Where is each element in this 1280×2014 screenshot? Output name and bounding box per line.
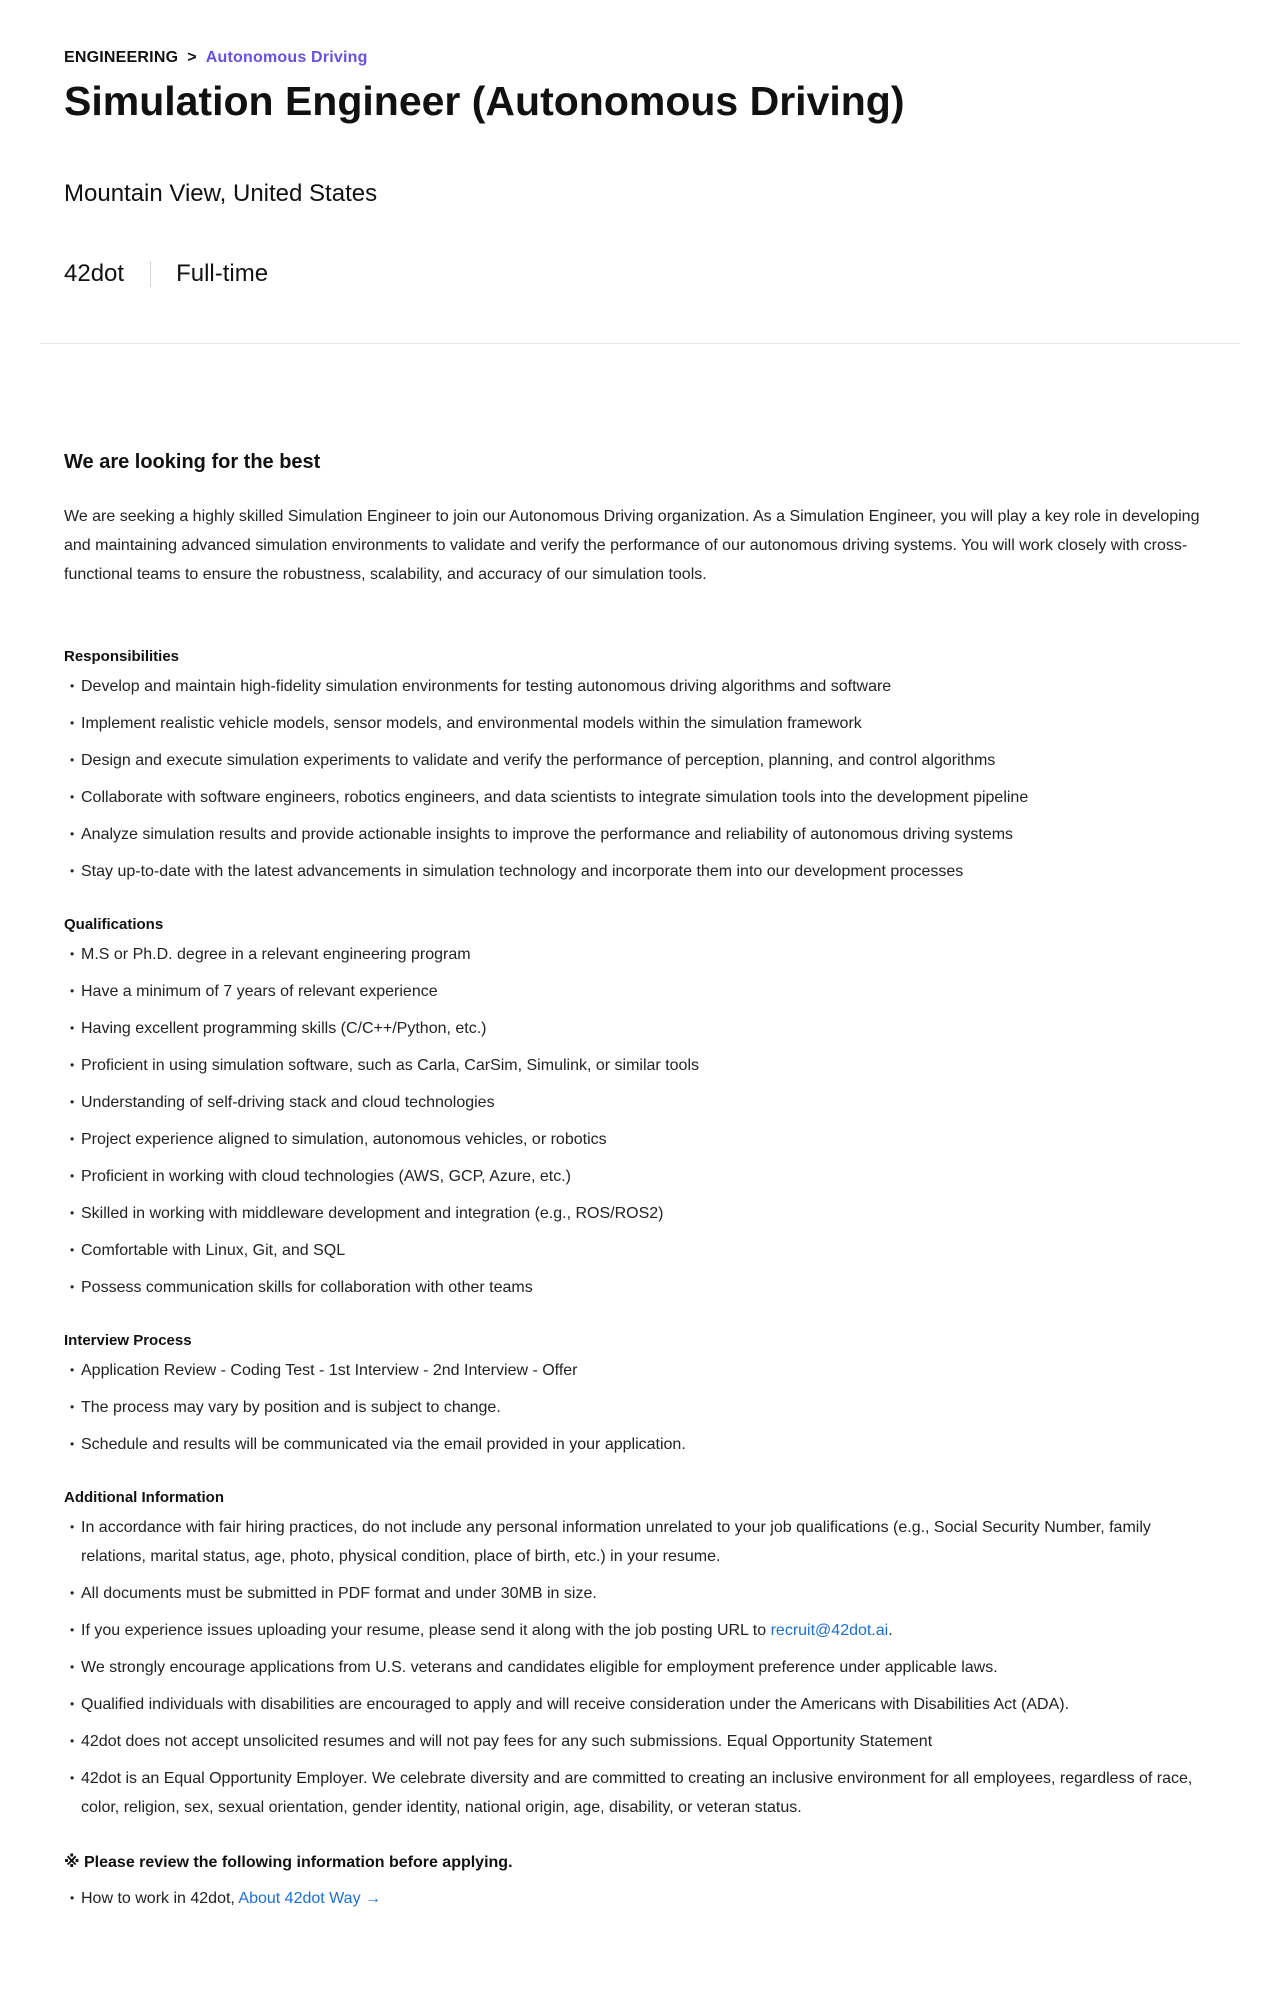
qualifications-section bbox=[64, 914, 1214, 1302]
list-item: • Have a minimum of 7 years of relevant experience bbox=[64, 977, 1214, 1006]
recruit-email-link[interactable]: recruit@42dot.ai bbox=[770, 1622, 889, 1639]
resume-issue-text: If you experience issues uploading your resume, please send it along with the job posting URL to bbox=[81, 1622, 771, 1639]
responsibilities-list bbox=[64, 672, 1214, 886]
resume-issue-suffix: . bbox=[888, 1622, 893, 1639]
list-item: • Possess communication skills for collaboration with other teams bbox=[64, 1273, 1214, 1302]
qualifications-heading: Qualifications bbox=[64, 916, 164, 933]
breadcrumb-root[interactable]: ENGINEERING bbox=[64, 49, 179, 66]
intro-heading: We are looking for the best bbox=[64, 451, 321, 473]
list-item: • Having excellent programming skills (C/C++/Python, etc.) bbox=[64, 1014, 1214, 1043]
list-item: • Collaborate with software engineers, robotics engineers, and data scientists to integrate simulation tools into the development pipeline bbox=[64, 783, 1214, 812]
list-item: • Understanding of self-driving stack and cloud technologies bbox=[64, 1088, 1214, 1117]
job-meta bbox=[64, 260, 268, 288]
header-divider bbox=[40, 343, 1240, 344]
list-item: • M.S or Ph.D. degree in a relevant engineering program bbox=[64, 940, 1214, 969]
job-description bbox=[64, 448, 1214, 1921]
notice-list bbox=[64, 1884, 1214, 1913]
responsibilities-heading: Responsibilities bbox=[64, 648, 180, 665]
notice-section bbox=[64, 1851, 1214, 1913]
page-title: Simulation Engineer (Autonomous Driving) bbox=[64, 78, 905, 124]
list-item: • Proficient in working with cloud technologies (AWS, GCP, Azure, etc.) bbox=[64, 1162, 1214, 1191]
additional-section bbox=[64, 1487, 1214, 1822]
list-item bbox=[64, 1884, 1214, 1913]
list-item: • Project experience aligned to simulation, autonomous vehicles, or robotics bbox=[64, 1125, 1214, 1154]
interview-section bbox=[64, 1330, 1214, 1459]
list-item: • All documents must be submitted in PDF format and under 30MB in size. bbox=[64, 1579, 1214, 1608]
notice-text: ※ Please review the following information before applying. bbox=[64, 1854, 513, 1871]
list-item bbox=[64, 1616, 1214, 1645]
interview-heading: Interview Process bbox=[64, 1332, 192, 1349]
interview-list bbox=[64, 1356, 1214, 1459]
breadcrumb-separator: > bbox=[187, 49, 197, 66]
list-item: • Stay up-to-date with the latest advancements in simulation technology and incorporate them into our development processes bbox=[64, 857, 1214, 886]
about-42dot-way-link[interactable]: About 42dot Way → bbox=[238, 1890, 382, 1907]
list-item: • Design and execute simulation experiments to validate and verify the performance of perception, planning, and control algorithms bbox=[64, 746, 1214, 775]
qualifications-list bbox=[64, 940, 1214, 1302]
employment-type: Full-time bbox=[176, 260, 269, 287]
list-item: • 42dot does not accept unsolicited resumes and will not pay fees for any such submissions. Equal Opportunity Statement bbox=[64, 1727, 1214, 1756]
list-item: • Comfortable with Linux, Git, and SQL bbox=[64, 1236, 1214, 1265]
list-item: • Application Review - Coding Test - 1st Interview - 2nd Interview - Offer bbox=[64, 1356, 1214, 1385]
additional-heading: Additional Information bbox=[64, 1489, 224, 1506]
breadcrumb-current[interactable]: Autonomous Driving bbox=[205, 49, 368, 66]
meta-divider bbox=[150, 261, 151, 287]
additional-list bbox=[64, 1513, 1214, 1822]
list-item: • Proficient in using simulation software, such as Carla, CarSim, Simulink, or similar tools bbox=[64, 1051, 1214, 1080]
list-item: • Implement realistic vehicle models, sensor models, and environmental models within the simulation framework bbox=[64, 709, 1214, 738]
intro-text: We are seeking a highly skilled Simulation Engineer to join our Autonomous Driving organization. As a Simulation Engineer, you will play a key role in developing and maintaining advanced simulation environments to validate and verify the performance of our autonomous driving systems. You will work closely with cross-functional teams to ensure the robustness, scalability, and accuracy of our simulation tools. bbox=[64, 508, 1200, 583]
job-location: Mountain View, United States bbox=[64, 180, 378, 207]
list-item: • Schedule and results will be communicated via the email provided in your application. bbox=[64, 1430, 1214, 1459]
list-item: • 42dot is an Equal Opportunity Employer. We celebrate diversity and are committed to creating an inclusive environment for all employees, regardless of race, color, religion, sex, sexual orientation, gender identity, national origin, age, disability, or veteran status. bbox=[64, 1764, 1214, 1822]
list-item: • Analyze simulation results and provide actionable insights to improve the performance and reliability of autonomous driving systems bbox=[64, 820, 1214, 849]
responsibilities-section bbox=[64, 646, 1214, 886]
breadcrumb bbox=[64, 49, 368, 67]
list-item: • Develop and maintain high-fidelity simulation environments for testing autonomous driving algorithms and software bbox=[64, 672, 1214, 701]
way-text: How to work in 42dot, bbox=[81, 1890, 239, 1907]
list-item: • We strongly encourage applications from U.S. veterans and candidates eligible for employment preference under applicable laws. bbox=[64, 1653, 1214, 1682]
list-item: • Qualified individuals with disabilities are encouraged to apply and will receive consideration under the Americans with Disabilities Act (ADA). bbox=[64, 1690, 1214, 1719]
list-item: • Skilled in working with middleware development and integration (e.g., ROS/ROS2) bbox=[64, 1199, 1214, 1228]
list-item: • In accordance with fair hiring practices, do not include any personal information unrelated to your job qualifications (e.g., Social Security Number, family relations, marital status, age, photo, physical condition, place of birth, etc.) in your resume. bbox=[64, 1513, 1214, 1571]
company-name: 42dot bbox=[64, 260, 125, 287]
list-item: • The process may vary by position and is subject to change. bbox=[64, 1393, 1214, 1422]
